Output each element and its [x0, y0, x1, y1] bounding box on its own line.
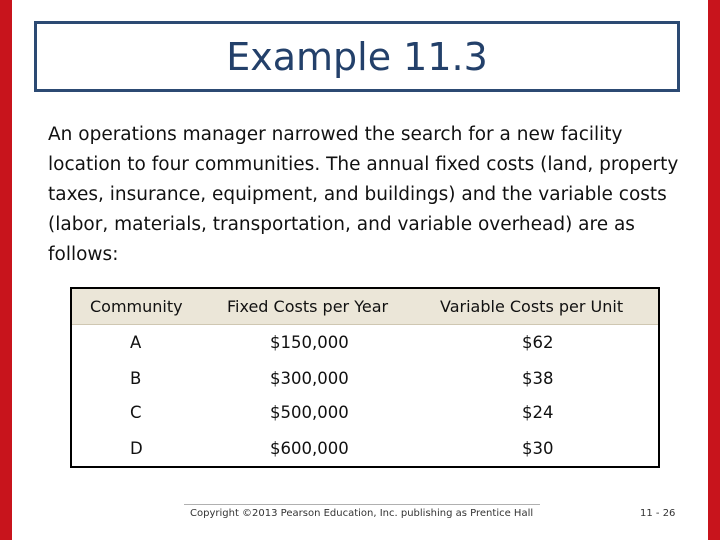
table-header-row: [72, 289, 658, 325]
row-a-community: A: [130, 333, 142, 352]
title-box: [34, 21, 680, 92]
row-b-fixed: $300,000: [270, 369, 349, 388]
row-b-community: B: [130, 369, 142, 388]
row-d-community: D: [130, 439, 143, 458]
row-c-fixed: $500,000: [270, 403, 349, 422]
left-red-border: [0, 0, 12, 540]
footer-divider: [184, 504, 540, 505]
header-community: Community: [90, 297, 183, 316]
slide-number: 11 - 26: [640, 508, 676, 519]
header-variable-costs: Variable Costs per Unit: [440, 297, 624, 316]
row-c-community: C: [130, 403, 142, 422]
cost-table: [70, 287, 660, 468]
row-c-variable: $24: [522, 403, 554, 422]
header-fixed-costs: Fixed Costs per Year: [227, 297, 389, 316]
row-d-fixed: $600,000: [270, 439, 349, 458]
row-a-variable: $62: [522, 333, 554, 352]
intro-paragraph: An operations manager narrowed the search for a new facility location to four communities. The annual fixed costs (land, property taxes, insurance, equipment, and buildings) and the variable costs (labor, materials, transportation, and variable overhead) are as follows:: [48, 124, 679, 265]
row-d-variable: $30: [522, 439, 554, 458]
footer-copyright: Copyright ©2013 Pearson Education, Inc. publishing as Prentice Hall: [190, 508, 534, 519]
row-a-fixed: $150,000: [270, 333, 349, 352]
row-b-variable: $38: [522, 369, 554, 388]
right-red-border: [708, 0, 720, 540]
slide-title: Example 11.3: [226, 34, 488, 79]
